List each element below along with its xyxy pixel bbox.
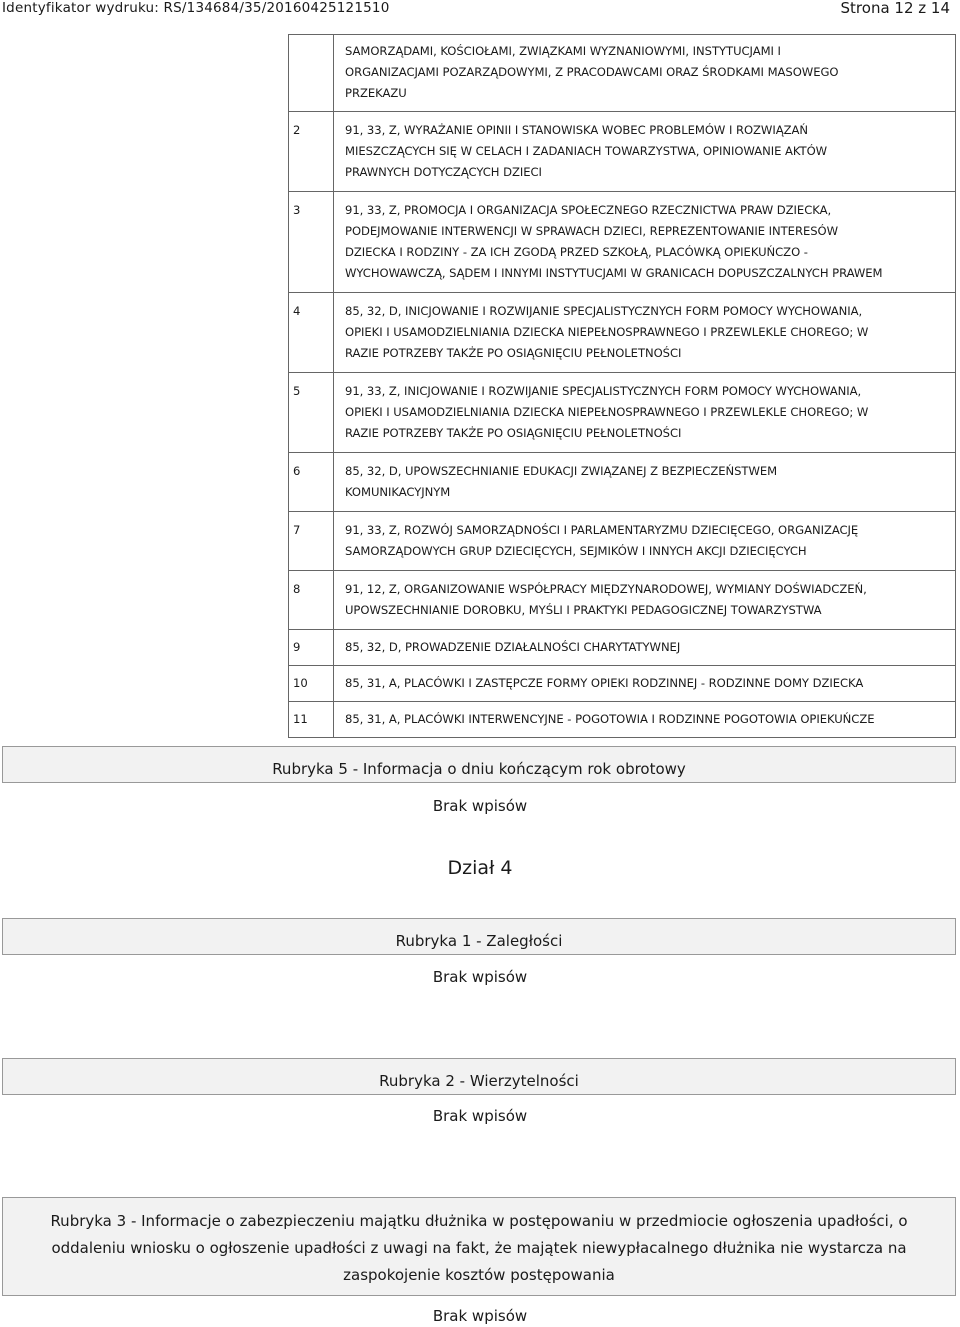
table-row — [289, 192, 956, 293]
description-line: 91, 12, Z, ORGANIZOWANIE WSPÓŁPRACY MIĘDZYNARODOWEJ, WYMIANY DOŚWIADCZEŃ, — [345, 582, 867, 596]
rubryka-1-heading — [2, 918, 956, 955]
table-row — [289, 112, 956, 192]
row-number: 7 — [289, 512, 334, 571]
row-description — [334, 702, 956, 738]
description-line: OPIEKI I USAMODZIELNIANIA DZIECKA NIEPEŁNOSPRAWNEGO I PRZEWLEKLE CHOREGO; W — [345, 325, 869, 339]
row-description — [334, 453, 956, 512]
description-line: 85, 32, D, INICJOWANIE I ROZWIJANIE SPECJALISTYCZNYCH FORM POMOCY WYCHOWANIA, — [345, 304, 863, 318]
description-line: 91, 33, Z, WYRAŻANIE OPINII I STANOWISKA WOBEC PROBLEMÓW I ROZWIĄZAŃ — [345, 123, 808, 137]
table-row — [289, 702, 956, 738]
description-line: 91, 33, Z, PROMOCJA I ORGANIZACJA SPOŁECZNEGO RZECZNICTWA PRAW DZIECKA, — [345, 203, 832, 217]
table-row — [289, 453, 956, 512]
rubryka-5-section — [0, 746, 960, 816]
row-number: 8 — [289, 571, 334, 630]
description-line: RAZIE POTRZEBY TAKŻE PO OSIĄGNIĘCIU PEŁNOLETNOŚCI — [345, 426, 682, 440]
description-line: PRAWNYCH DOTYCZĄCYCH DZIECI — [345, 165, 542, 179]
description-line: 85, 32, D, UPOWSZECHNIANIE EDUKACJI ZWIĄZANEJ Z BEZPIECZEŃSTWEM — [345, 464, 778, 478]
no-entries-text: Brak wpisów — [432, 1307, 528, 1325]
table-row — [289, 35, 956, 112]
row-description — [334, 293, 956, 373]
row-number: 9 — [289, 630, 334, 666]
rubryka-3-heading — [2, 1197, 956, 1296]
row-description — [334, 512, 956, 571]
rubryka-3-title-line: oddaleniu wniosku o ogłoszenie upadłości z uwagi na fakt, że majątek niewypłacalnego dłużnika nie wystarcza na — [51, 1239, 907, 1257]
rubryka-3-section — [0, 1197, 960, 1326]
description-line: RAZIE POTRZEBY TAKŻE PO OSIĄGNIĘCIU PEŁNOLETNOŚCI — [345, 346, 682, 360]
pkd-activity-table — [288, 34, 956, 738]
rubryka-5-title: Rubryka 5 - Informacja o dniu kończącym rok obrotowy — [272, 760, 686, 778]
description-line: UPOWSZECHNIANIE DOROBKU, MYŚLI I PRAKTYKI PEDAGOGICZNEJ TOWARZYSTWA — [345, 603, 822, 617]
page-number: Strona 12 z 14 — [840, 0, 950, 17]
rubryka-2-section — [0, 1058, 960, 1126]
table-row — [289, 373, 956, 453]
description-line: ORGANIZACJAMI POZARZĄDOWYMI, Z PRACODAWCAMI ORAZ ŚRODKAMI MASOWEGO — [345, 65, 839, 79]
row-number: 3 — [289, 192, 334, 293]
section-title: Dział 4 — [447, 857, 513, 879]
description-line: 91, 33, Z, ROZWÓJ SAMORZĄDNOŚCI I PARLAMENTARYZMU DZIECIĘCEGO, ORGANIZACJĘ — [345, 523, 859, 537]
no-entries-text: Brak wpisów — [432, 968, 528, 986]
description-line: WYCHOWAWCZĄ, SĄDEM I INNYMI INSTYTUCJAMI W GRANICACH DOPUSZCZALNYCH PRAWEM — [345, 266, 883, 280]
row-number: 11 — [289, 702, 334, 738]
row-description — [334, 666, 956, 702]
row-description — [334, 630, 956, 666]
table-row — [289, 293, 956, 373]
description-line: 85, 31, A, PLACÓWKI I ZASTĘPCZE FORMY OPIEKI RODZINNEJ - RODZINNE DOMY DZIECKA — [345, 676, 864, 690]
description-line: 85, 32, D, PROWADZENIE DZIAŁALNOŚCI CHARYTATYWNEJ — [345, 640, 681, 654]
table-row — [289, 512, 956, 571]
description-line: PRZEKAZU — [345, 86, 407, 100]
rubryka-2-heading — [2, 1058, 956, 1095]
description-line: SAMORZĄDOWYCH GRUP DZIECIĘCYCH, SEJMIKÓW I INNYCH AKCJI DZIECIĘCYCH — [345, 544, 807, 558]
print-identifier: Identyfikator wydruku: RS/134684/35/20160425121510 — [2, 0, 390, 16]
rubryka-1-section — [0, 918, 960, 987]
row-number: 6 — [289, 453, 334, 512]
row-number — [289, 35, 334, 112]
description-line: SAMORZĄDAMI, KOŚCIOŁAMI, ZWIĄZKAMI WYZNANIOWYMI, INSTYTUCJAMI I — [345, 44, 781, 58]
description-line: 85, 31, A, PLACÓWKI INTERWENCYJNE - POGOTOWIA I RODZINNE POGOTOWIA OPIEKUŃCZE — [345, 712, 875, 726]
description-line: KOMUNIKACYJNYM — [345, 485, 451, 499]
row-number: 2 — [289, 112, 334, 192]
row-description — [334, 373, 956, 453]
description-line: OPIEKI I USAMODZIELNIANIA DZIECKA NIEPEŁNOSPRAWNEGO I PRZEWLEKLE CHOREGO; W — [345, 405, 869, 419]
table-row — [289, 571, 956, 630]
description-line: DZIECKA I RODZINY - ZA ICH ZGODĄ PRZED SZKOŁĄ, PLACÓWKĄ OPIEKUŃCZO - — [345, 245, 808, 259]
description-line: 91, 33, Z, INICJOWANIE I ROZWIJANIE SPECJALISTYCZNYCH FORM POMOCY WYCHOWANIA, — [345, 384, 862, 398]
row-description — [334, 571, 956, 630]
description-line: PODEJMOWANIE INTERWENCJI W SPRAWACH DZIECI, REPREZENTOWANIE INTERESÓW — [345, 224, 839, 238]
no-entries-text: Brak wpisów — [432, 1107, 528, 1125]
row-description — [334, 35, 956, 112]
row-number: 10 — [289, 666, 334, 702]
rubryka-5-heading — [2, 746, 956, 783]
dzial-4-heading-section — [0, 856, 960, 880]
rubryka-1-title: Rubryka 1 - Zaległości — [395, 932, 563, 950]
rubryka-3-title-line: Rubryka 3 - Informacje o zabezpieczeniu majątku dłużnika w postępowaniu w przedmiocie ogłoszenia upadłości, o — [50, 1212, 908, 1230]
row-description — [334, 192, 956, 293]
table-row — [289, 630, 956, 666]
print-header — [0, 0, 960, 20]
row-number: 4 — [289, 293, 334, 373]
row-number: 5 — [289, 373, 334, 453]
description-line: MIESZCZĄCYCH SIĘ W CELACH I ZADANIACH TOWARZYSTWA, OPINIOWANIE AKTÓW — [345, 144, 828, 158]
rubryka-3-title-line: zaspokojenie kosztów postępowania — [343, 1266, 615, 1284]
table-row — [289, 666, 956, 702]
no-entries-text: Brak wpisów — [432, 797, 528, 815]
rubryka-2-title: Rubryka 2 - Wierzytelności — [379, 1072, 579, 1090]
row-description — [334, 112, 956, 192]
